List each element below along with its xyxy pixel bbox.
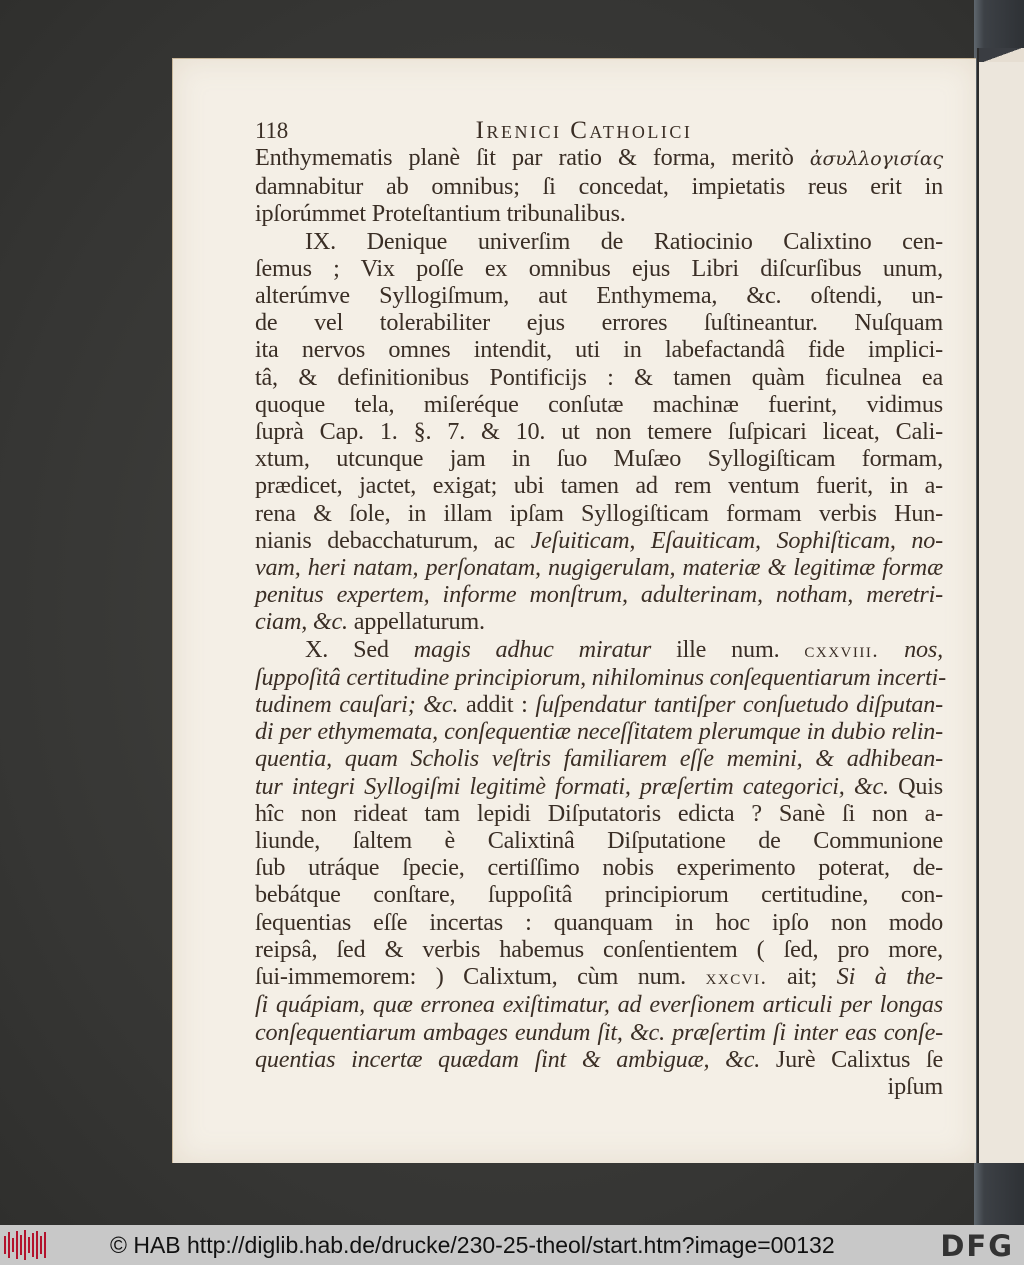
text-line: [255, 364, 943, 391]
text-segment: bebátque conſtare, ſuppoſitâ principiorum certitudine, con-: [255, 881, 943, 909]
text-segment: nos,: [904, 635, 943, 663]
text-segment: reipsâ, ſed & verbis habemus conſentientem ( ſed, pro more,: [255, 935, 943, 963]
text-line: [255, 1073, 943, 1100]
text-segment: ille num.: [651, 635, 805, 663]
text-segment: vam, heri natam, perſonatam, nugigerulam, materiæ & legitimæ formæ: [255, 554, 943, 582]
text-line: [255, 691, 943, 718]
text-segment: ſuprà Cap. 1. §. 7. & 10. ut non temere ſuſpicari liceat, Cali-: [255, 418, 943, 446]
text-line: [255, 745, 943, 772]
text-segment: quentias incertæ quædam ſint & ambiguæ, &c.: [255, 1045, 761, 1073]
text-line: [255, 200, 943, 227]
text-segment: addit :: [458, 691, 536, 719]
text-segment: penitus expertem, informe monſtrum, adulterinam, notham, meretri-: [255, 581, 943, 609]
text-line: [255, 581, 943, 608]
text-segment: tur integri Syllogiſmi legitimè formati, præſertim categorici, &c.: [255, 772, 889, 800]
text-line: [255, 527, 943, 554]
text-line: [255, 854, 943, 881]
text-line: [255, 800, 943, 827]
text-segment: ſemus ; Vix poſſe ex omnibus ejus Libri diſcurſibus unum,: [255, 254, 943, 282]
text-line: [255, 963, 943, 991]
text-segment: xxcvi.: [705, 965, 768, 990]
text-segment: ſub utráque ſpecie, certiſſimo nobis experimento poterat, de-: [255, 854, 943, 882]
dfg-logo-icon: DFG: [940, 1229, 1014, 1263]
text-line: [255, 936, 943, 963]
text-segment: damnabitur ab omnibus; ſi concedat, impietatis reus erit in: [255, 173, 943, 201]
text-segment: liunde, ſaltem è Calixtinâ Diſputatione de Communione: [255, 827, 943, 855]
text-line: [255, 445, 943, 472]
page-text-block: [255, 117, 946, 1100]
text-line: [255, 608, 943, 635]
copyright-url-text: © HAB http://diglib.hab.de/drucke/230-25-theol/start.htm?image=00132: [110, 1231, 835, 1258]
text-segment: ſui-immemorem: ) Calixtum, cùm num.: [255, 963, 706, 991]
text-segment: nianis debacchaturum, ac: [255, 526, 531, 554]
body-text: [255, 144, 946, 1100]
text-line: [255, 472, 943, 499]
text-segment: cxxviii.: [804, 637, 880, 662]
text-line: [255, 773, 943, 800]
text-segment: tâ, & definitionibus Pontificijs : & tamen quàm ficulnea ea: [255, 363, 943, 391]
text-segment: rena & ſole, in illam ipſam Syllogiſticam formam verbis Hun-: [255, 499, 943, 527]
text-segment: magis adhuc miratur: [413, 635, 652, 663]
text-line: [255, 173, 943, 200]
text-segment: Jeſuiticam, Eſauiticam, Sophiſticam, no-: [530, 526, 943, 554]
running-head: [255, 117, 943, 144]
text-segment: ita nervos omnes intendit, uti in labefactandâ fide implici-: [255, 336, 943, 364]
text-segment: ſuſpendatur tantiſper conſuetudo diſputan-: [535, 691, 943, 719]
text-segment: di per ethymemata, conſequentiæ neceſſitatem plerumque in dubio relin-: [255, 718, 943, 746]
book-page: [172, 58, 976, 1163]
text-segment: tudinem cauſari; &c.: [255, 691, 459, 719]
text-line: [255, 1046, 943, 1073]
text-line: [255, 663, 946, 691]
text-segment: Enthymematis planè ſit par ratio & forma, meritò: [255, 144, 810, 171]
footer-bar: [0, 1225, 1024, 1265]
text-segment: [879, 636, 904, 663]
text-line: [255, 827, 943, 854]
text-segment: conſequentiarum ambages eundum ſit, &c. præſertim ſi inter eas conſe-: [255, 1018, 943, 1046]
text-line: [255, 336, 943, 363]
text-segment: ſequentias eſſe incertas : quanquam in hoc ipſo non modo: [255, 908, 943, 936]
text-line: [255, 909, 943, 936]
text-line: [255, 991, 943, 1018]
adjacent-page-edge: [977, 48, 1024, 1163]
text-segment: xtum, utcunque jam in ſuo Muſæo Syllogiſticam formam,: [255, 445, 943, 473]
text-segment: Si à the-: [836, 963, 944, 991]
text-segment: quoque tela, miſeréque conſutæ machinæ fuerint, vidimus: [255, 390, 943, 418]
text-line: [255, 636, 943, 664]
text-line: [255, 418, 943, 445]
text-segment: alterúmve Syllogiſmum, aut Enthymema, &c. oſtendi, un-: [255, 282, 943, 310]
text-segment: ſuppoſitâ certitudine principiorum, nihilominus conſequentiarum incerti-: [255, 663, 946, 691]
text-segment: X. Sed: [305, 635, 414, 663]
text-segment: ἀσυλλογισίας: [809, 148, 943, 170]
text-line: [255, 309, 943, 336]
text-segment: IX. Denique univerſim de Ratiocinio Calixtino cen-: [305, 227, 943, 255]
running-head-title: Irenici Catholici: [475, 117, 693, 144]
text-line: [255, 228, 943, 255]
text-segment: ſi quápiam, quæ erronea exiſtimatur, ad everſionem articuli per longas: [255, 991, 943, 1019]
hab-logo-icon: [4, 1229, 52, 1261]
page-number: 118: [255, 118, 289, 143]
text-segment: ciam, &c.: [255, 608, 348, 636]
text-segment: appellaturum.: [347, 608, 485, 636]
text-line: [255, 881, 943, 908]
text-segment: Jurè Calixtus ſe: [760, 1045, 943, 1073]
text-segment: de vel tolerabiliter ejus errores ſuſtineantur. Nuſquam: [255, 309, 943, 337]
text-segment: ipſorúmmet Proteſtantium tribunalibus.: [255, 200, 626, 228]
text-line: [255, 554, 943, 581]
text-line: [255, 282, 943, 309]
text-line: [255, 391, 943, 418]
text-line: [255, 500, 943, 527]
text-line: [255, 255, 943, 282]
text-segment: ipſum: [887, 1072, 943, 1100]
text-line: [255, 144, 943, 173]
text-segment: Quis: [888, 772, 943, 800]
text-segment: prædicet, jactet, exigat; ubi tamen ad rem ventum fuerit, in a-: [255, 472, 943, 500]
text-segment: quentia, quam Scholis veſtris familiarem eſſe memini, & adhibean-: [255, 745, 943, 773]
text-segment: hîc non rideat tam lepidi Diſputatoris edicta ? Sanè ſi non a-: [255, 799, 943, 827]
text-line: [255, 1019, 943, 1046]
text-line: [255, 718, 943, 745]
text-segment: ait;: [767, 963, 837, 991]
